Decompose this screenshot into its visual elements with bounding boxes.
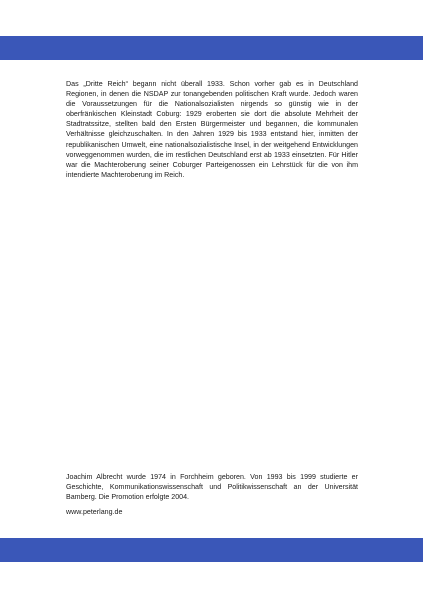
book-description: Das „Dritte Reich“ begann nicht überall 1933. Schon vorher gab es in Deutschland Regionen, in denen die NSDAP zur tonangebenden politischen Kraft wurde. Jedoch waren die Voraussetzungen für die Nationalsozialisten nirgends so günstig wie in der oberfränkischen Kleinstadt Coburg: 1929 eroberten sie dort die absolute Mehrheit der Stadtratssitze, stellten bald den Ersten Bürgermeister und begannen, die kommunalen Verhältnisse gleichzuschalten. In den Jahren 1929 bis 1933 entstand hier, inmitten der republikanischen Umwelt, eine nationalsozialistische Insel, in der weitgehend Entwicklungen vorweggenommen wurden, die im restlichen Deutschland erst ab 1933 einsetzten. Für Hitler war die Machteroberung seiner Coburger Parteigenossen ein Lehrstück für die von ihm intendierte Machteroberung im Reich.	[66, 80, 358, 179]
top-color-band	[0, 36, 423, 60]
bottom-color-band	[0, 538, 423, 562]
publisher-url[interactable]: www.peterlang.de	[66, 508, 123, 516]
author-bio: Joachim Albrecht wurde 1974 in Forchheim geboren. Von 1993 bis 1999 studierte er Geschichte, Kommunikationswissenschaft und Politikwissenschaft an der Universität Bamberg. Die Promotion erfolgte 2004.	[66, 473, 358, 502]
